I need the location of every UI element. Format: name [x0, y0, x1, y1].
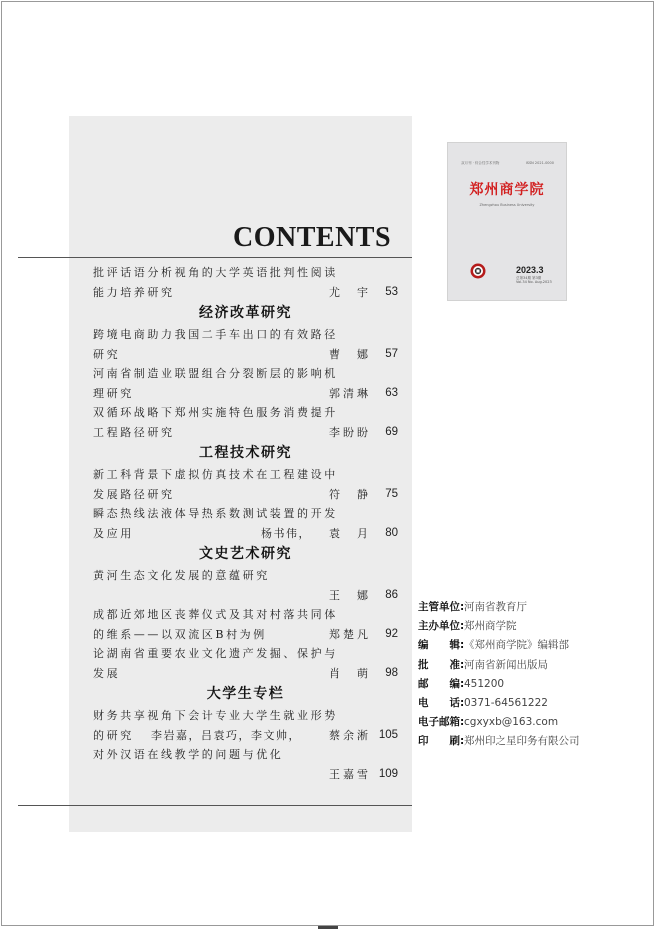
- toc-entry-title-cont[interactable]: 及应用 杨书伟， 袁 月 80: [93, 524, 398, 544]
- toc-page: 92: [385, 627, 398, 640]
- toc-author: 尤 宇: [329, 285, 371, 299]
- toc-entry-title-cont[interactable]: 能力培养研究 尤 宇 53: [93, 283, 398, 303]
- section-heading: 大学生专栏: [206, 686, 285, 702]
- toc-entry-title[interactable]: 新工科背景下虚拟仿真技术在工程建设中: [93, 468, 338, 481]
- toc-entry-title[interactable]: 批评话语分析视角的大学英语批判性阅读: [93, 266, 338, 279]
- info-row: 编 辑:《郑州商学院》编辑部: [418, 639, 569, 652]
- toc-author: 郑楚凡: [329, 627, 371, 641]
- toc-entry-title-cont[interactable]: 的研究 李岩嘉，吕袁巧，李文帅， 蔡余淅 105: [93, 726, 398, 746]
- info-row: 电子邮箱:cgxyxb@163.com: [418, 716, 559, 729]
- toc-entry-title[interactable]: 双循环战略下郑州实施特色服务消费提升: [93, 406, 338, 419]
- toc-page: 86: [385, 588, 398, 601]
- toc-page: 98: [385, 666, 398, 679]
- toc-entry-title-cont[interactable]: 发展 肖 萌 98: [93, 664, 398, 684]
- toc-author: 王 娜: [329, 588, 371, 602]
- toc-entry-title-cont[interactable]: [93, 765, 398, 785]
- toc-author: 王嘉雪: [329, 767, 371, 781]
- toc-coauthors: 杨书伟，: [261, 526, 311, 540]
- cover-title: 郑州商学院: [469, 182, 545, 198]
- toc-entry-title-cont[interactable]: 发展路径研究 符 静 75: [93, 485, 398, 505]
- toc-author: 郭清琳: [329, 386, 371, 400]
- info-row: 印 刷:郑州印之星印务有限公司: [418, 735, 580, 748]
- toc-coauthors: 李岩嘉，吕袁巧，李文帅，: [151, 728, 301, 742]
- email-link[interactable]: cgxyxb@163.com: [464, 716, 559, 729]
- toc-entry-title-cont[interactable]: 理研究 郭清琳 63: [93, 384, 398, 404]
- toc-entry-title-cont[interactable]: [93, 586, 398, 606]
- toc-entry-title-cont[interactable]: 工程路径研究 李盼盼 69: [93, 423, 398, 443]
- section-heading: 工程技术研究: [199, 445, 292, 461]
- toc-page: 57: [385, 347, 398, 360]
- toc-entry-title[interactable]: 河南省制造业联盟组合分裂断层的影响机: [93, 367, 338, 380]
- toc-page: 53: [385, 285, 398, 298]
- toc-entry-title[interactable]: 对外汉语在线教学的问题与优化: [93, 748, 284, 761]
- section-heading: 经济改革研究: [199, 305, 292, 321]
- toc-entry-title-cont[interactable]: 研究 曹 娜 57: [93, 345, 398, 365]
- toc-author: 曹 娜: [329, 347, 371, 361]
- info-row: 主办单位:郑州商学院: [418, 620, 517, 633]
- toc-author: 蔡余淅: [329, 728, 371, 742]
- toc-entry-title[interactable]: 论湖南省重要农业文化遗产发掘、保护与: [93, 647, 338, 660]
- contents-heading: CONTENTS: [233, 222, 392, 253]
- table-of-contents: [93, 263, 398, 784]
- toc-author: 符 静: [329, 487, 371, 501]
- cover-issue: 2023.3: [516, 265, 544, 275]
- info-row: 电 话:0371-64561222: [418, 696, 548, 709]
- info-row: 批 准:河南省新闻出版局: [418, 658, 548, 671]
- toc-author: 李盼盼: [329, 425, 371, 439]
- toc-entry-title[interactable]: 跨境电商助力我国二手车出口的有效路径: [93, 328, 338, 341]
- toc-entry-title[interactable]: 成都近郊地区丧葬仪式及其对村落共同体: [93, 608, 338, 621]
- toc-page: 80: [385, 526, 398, 539]
- info-row: 主管单位:河南省教育厅: [418, 601, 527, 613]
- top-rule: [18, 257, 412, 258]
- toc-page: 109: [378, 767, 398, 780]
- publication-info: [418, 598, 580, 752]
- info-row: 邮 编:451200: [418, 677, 505, 690]
- toc-page: 105: [378, 728, 398, 741]
- emblem-icon: [470, 263, 486, 279]
- toc-entry-title[interactable]: 黄河生态文化发展的意蕴研究: [93, 569, 270, 582]
- toc-page: 63: [385, 386, 398, 399]
- section-heading: 文史艺术研究: [199, 546, 292, 562]
- cover-english-title: Zhengzhou Business University: [479, 203, 535, 207]
- toc-author: 袁 月: [329, 526, 371, 540]
- journal-cover-thumbnail: 双月刊 · 综合性学术刊物 ISSN 2021-0000 郑州商学院 Zhengzhou Business University 2023.3 总第34期 第3期 Vol.34 No. Aug.2023: [447, 142, 567, 301]
- cover-issue-detail: 总第34期 第3期 Vol.34 No. Aug.2023: [516, 276, 552, 284]
- toc-page: 69: [385, 425, 398, 438]
- toc-entry-title[interactable]: 瞬态热线法液体导热系数测试装置的开发: [93, 507, 338, 520]
- toc-page: 75: [385, 487, 398, 500]
- bottom-rule: [18, 805, 412, 806]
- toc-entry-title[interactable]: 财务共享视角下会计专业大学生就业形势: [93, 709, 338, 722]
- toc-entry-title-cont[interactable]: 的维系——以双流区B村为例 郑楚凡 92: [93, 625, 398, 645]
- toc-author: 肖 萌: [329, 666, 371, 680]
